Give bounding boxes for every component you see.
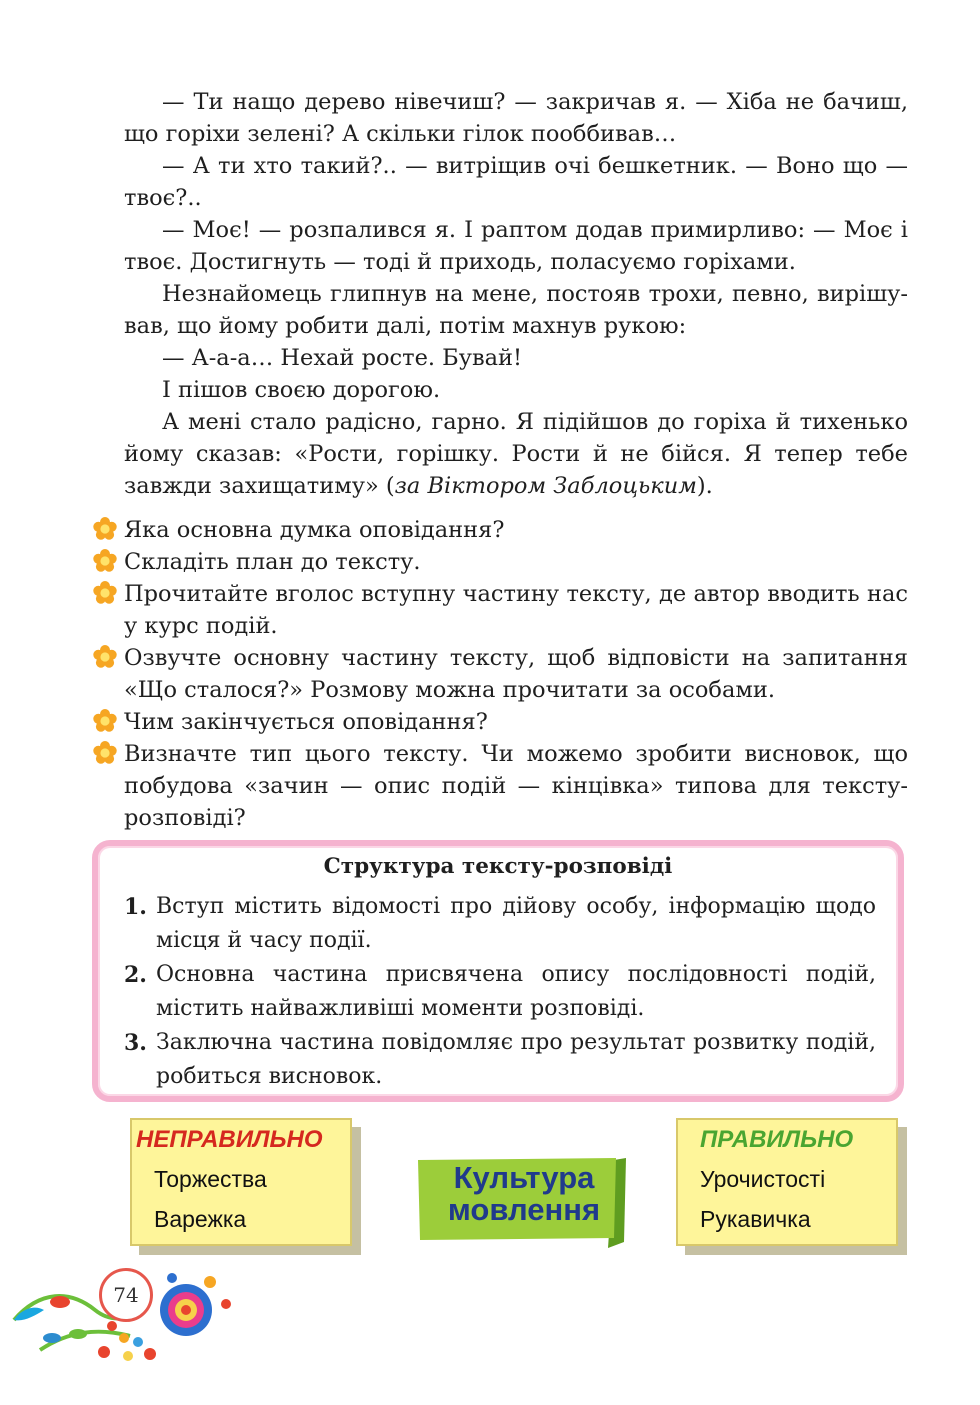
story-paragraph: — Ти нащо дерево нівечиш? — закричав я. — Хіба не бачиш, що горіхи зелені? А скільки гілок пооббивав… [124, 89, 908, 147]
speech-culture-title [446, 1162, 602, 1226]
questions-list [92, 514, 908, 834]
question-text: Складіть план до тексту. [124, 549, 421, 575]
question-item [92, 578, 908, 642]
story-paragraph: Незнайомець глипнув на мене, постояв трохи, певно, вирішував, що йому робити далі, потім махнув рукою: [124, 281, 908, 339]
structure-list [124, 890, 876, 1094]
question-text: Озвучте основну частину тексту, щоб відповісти на запитання «Що сталося?» Розмову можна прочитати за особами. [124, 645, 908, 703]
wrong-card-item: Торжества [154, 1166, 267, 1192]
flower-icon [92, 740, 118, 766]
wrong-card-title: НЕПРАВИЛЬНО [136, 1126, 323, 1153]
question-text: Визначте тип цього тексту. Чи можемо зробити висновок, що побудова «зачин — опис подій — кінцівка» типова для тексту-розповіді? [124, 741, 908, 831]
right-card-title: ПРАВИЛЬНО [700, 1126, 854, 1153]
structure-box [92, 840, 904, 1102]
flower-icon [92, 548, 118, 574]
culture-line-1: Культура [453, 1160, 595, 1195]
right-usage-card [676, 1118, 898, 1246]
structure-item [124, 1026, 876, 1094]
structure-item-text: Вступ містить відомості про дійову особу, інформацію щодо місця й часу події. [156, 894, 876, 953]
structure-item-number: 1. [124, 894, 147, 920]
question-text: Яка основна думка оповідання? [124, 517, 505, 543]
story-paragraph: — А ти хто такий?.. — витріщив очі бешкетник. — Воно що — твоє?.. [124, 153, 908, 211]
question-item [92, 514, 908, 546]
story-paragraph: І пішов своєю дорогою. [162, 377, 441, 403]
story-paragraph: — Моє! — розпалився я. І раптом додав примирливо: — Моє і твоє. Достигнуть — тоді й приходь, поласуємо горіхами. [124, 217, 908, 275]
story-last-end: ). [696, 473, 713, 499]
question-item [92, 706, 908, 738]
question-item [92, 642, 908, 706]
flower-icon [92, 580, 118, 606]
flower-icon [92, 516, 118, 542]
structure-title: Структура тексту-розповіді [323, 854, 673, 879]
story-last-text: А мені стало радісно, гарно. Я підійшов до горіха й тихенько йому сказав: «Рости, горішку. Рости й не бійся. Я тепер тебе завжди захищатиму» ( [124, 409, 908, 499]
culture-line-2: мовлення [447, 1192, 601, 1227]
structure-item-number: 2. [124, 962, 147, 988]
page-number: 74 [99, 1268, 153, 1322]
question-text: Прочитайте вголос вступну частину тексту, де автор вводить нас у курс подій. [124, 581, 908, 639]
wrong-usage-card [130, 1118, 352, 1246]
story-paragraph: — А-а-а… Нехай росте. Бувай! [162, 345, 523, 371]
story-text [124, 86, 908, 502]
right-card-item: Рукавичка [700, 1206, 811, 1232]
question-item [92, 546, 908, 578]
question-item [92, 738, 908, 834]
speech-culture-badge [418, 1156, 626, 1248]
structure-item [124, 958, 876, 1026]
right-card-item: Урочистості [700, 1166, 826, 1192]
flower-icon [92, 708, 118, 734]
wrong-card-item: Варежка [154, 1206, 247, 1232]
story-author: за Віктором Заблоцьким [394, 473, 697, 499]
structure-item-number: 3. [124, 1030, 147, 1056]
story-paragraph-last [124, 406, 908, 502]
question-text: Чим закінчується оповідання? [124, 709, 488, 735]
structure-item-text: Основна частина присвячена опису послідовності подій, містить найважливіші моменти розповіді. [156, 962, 876, 1021]
structure-item-text: Заключна частина повідомляє про результат розвитку подій, робиться висновок. [156, 1030, 876, 1089]
flower-icon [92, 644, 118, 670]
structure-item [124, 890, 876, 958]
